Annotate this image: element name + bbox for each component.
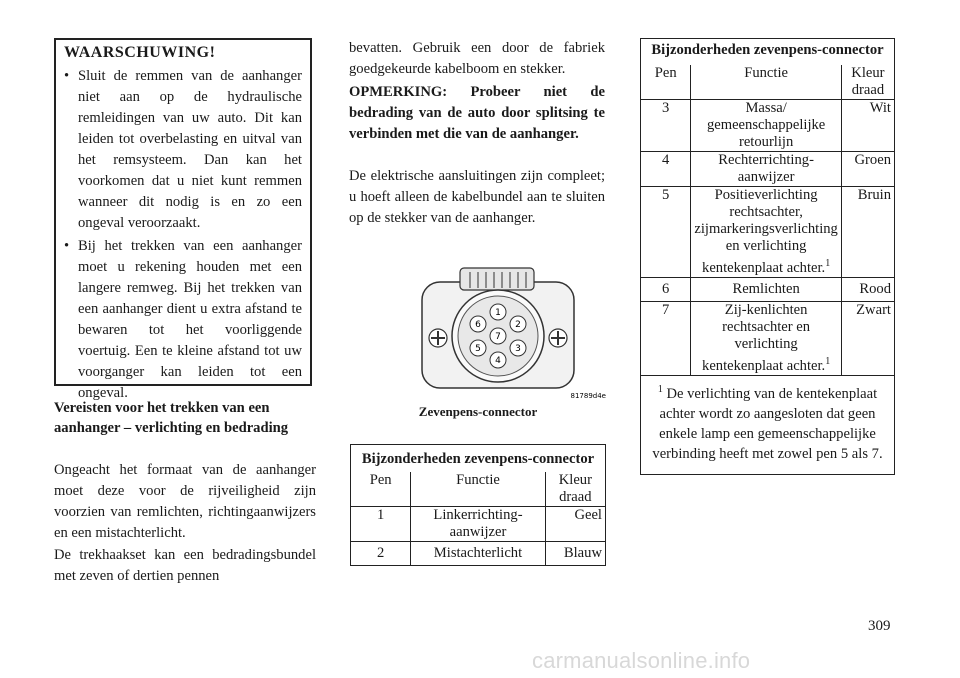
watermark: carmanualsonline.info	[532, 648, 751, 673]
pin-label: 7	[495, 332, 501, 342]
table-row: 4 Rechterrichting-aanwijzer Groen	[641, 152, 895, 187]
figure-code: 81789d4e	[570, 392, 606, 400]
paragraph: bevatten. Gebruik een door de fabriek goedgekeurde kabelboom en stekker.	[349, 40, 605, 77]
footnote-ref: 1	[825, 258, 831, 269]
table-title: Bijzonderheden zevenpens-connector	[351, 445, 606, 473]
pin-label: 2	[515, 320, 521, 330]
warning-item: • Bij het trekken van een aanhanger moet u rekening houden met een langere remweg. Bij het trekken van een aanhanger dient u extra afstand te bewaren tot het voorliggende voertuig. Een te kleine afstand tot uw voorganger kan leiden tot een ongeval.	[64, 236, 302, 404]
seven-pin-connector-illustration	[420, 262, 612, 402]
section-heading: Vereisten voor het trekken van een aanhanger – verlichting en bedrading	[54, 400, 289, 436]
figure-caption: Zevenpens-connector	[418, 404, 538, 419]
row-function: Zij-kenlichten rechtsachter en verlichting kentekenplaat achter.	[702, 301, 826, 374]
pin-label: 4	[495, 356, 501, 366]
row-function: Positieverlichting rechtsachter, zijmarkeringsverlichting en verlichting kentekenplaat achter.	[694, 187, 838, 276]
table-row: 6 Remlichten Rood	[641, 277, 895, 301]
footnote-ref: 1	[825, 355, 831, 367]
page-number: 309	[868, 618, 891, 634]
footnote-mark: 1	[657, 383, 663, 395]
table-row: 1 Linkerrichting-aanwijzer Geel	[351, 507, 606, 542]
warning-title: WAARSCHUWING!	[64, 44, 216, 61]
header-function: Functie	[691, 65, 841, 100]
warning-list	[64, 66, 302, 404]
table-row: 3 Massa/ gemeenschappelijke retourlijn Wit	[641, 100, 895, 152]
table-footnote-row	[641, 375, 895, 474]
pin-label: 1	[495, 308, 501, 318]
warning-box	[54, 38, 312, 401]
table-row: 5 Positieverlichting rechtsachter, zijmarkeringsverlichting en verlichting kentekenplaat achter.$^1$ Bruin	[641, 187, 895, 278]
table-row: 7 Zij-kenlichten rechtsachter en verlichting kentekenplaat achter.$^1$ Zwart	[641, 301, 895, 375]
note-paragraph: OPMERKING: Probeer niet de bedrading van de auto door splitsing te verbinden met die van de aanhanger.	[349, 84, 605, 142]
pin-label: 6	[475, 320, 481, 330]
header-color: Kleur draad	[841, 65, 894, 100]
connector-table-part1	[350, 444, 606, 566]
header-color: Kleur draad	[545, 472, 605, 507]
table-row: 2 Mistachterlicht Blauw	[351, 542, 606, 566]
table-title: Bijzonderheden zevenpens-connector	[641, 39, 895, 66]
connector-figure	[420, 262, 612, 402]
pin-label: 3	[515, 344, 521, 354]
paragraph: De elektrische aansluitingen zijn compleet; u hoeft alleen de kabelbundel aan te sluiten op de stekker van de aanhanger.	[349, 168, 605, 226]
warning-item: • Sluit de remmen van de aanhanger niet aan op de hydraulische remleidingen van uw auto. Dit kan leiden tot overbelasting en uitval van het remsysteem. Dan kan het voorkomen dat u niet kunt remmen wanneer dit nodig is en zo een ongeval veroorzaakt.	[64, 66, 302, 234]
header-pin: Pen	[351, 472, 411, 507]
paragraph: Ongeacht het formaat van de aanhanger moet deze voor de rijveiligheid zijn voorzien van remlichten, richtingaanwijzers en een mistachterlicht.	[54, 462, 316, 541]
paragraph: De trekhaakset kan een bedradingsbundel met zeven of dertien pennen	[54, 547, 316, 584]
header-function: Functie	[411, 472, 545, 507]
pin-label: 5	[475, 344, 481, 354]
connector-table-part2	[640, 38, 895, 475]
header-pin: Pen	[641, 65, 691, 100]
table-footnote: De verlichting van de kentekenplaat achter wordt zo aangesloten dat geen enkele lamp een gemeenschappelijke verbinding heeft met zowel pen 5 als 7.	[652, 385, 883, 462]
